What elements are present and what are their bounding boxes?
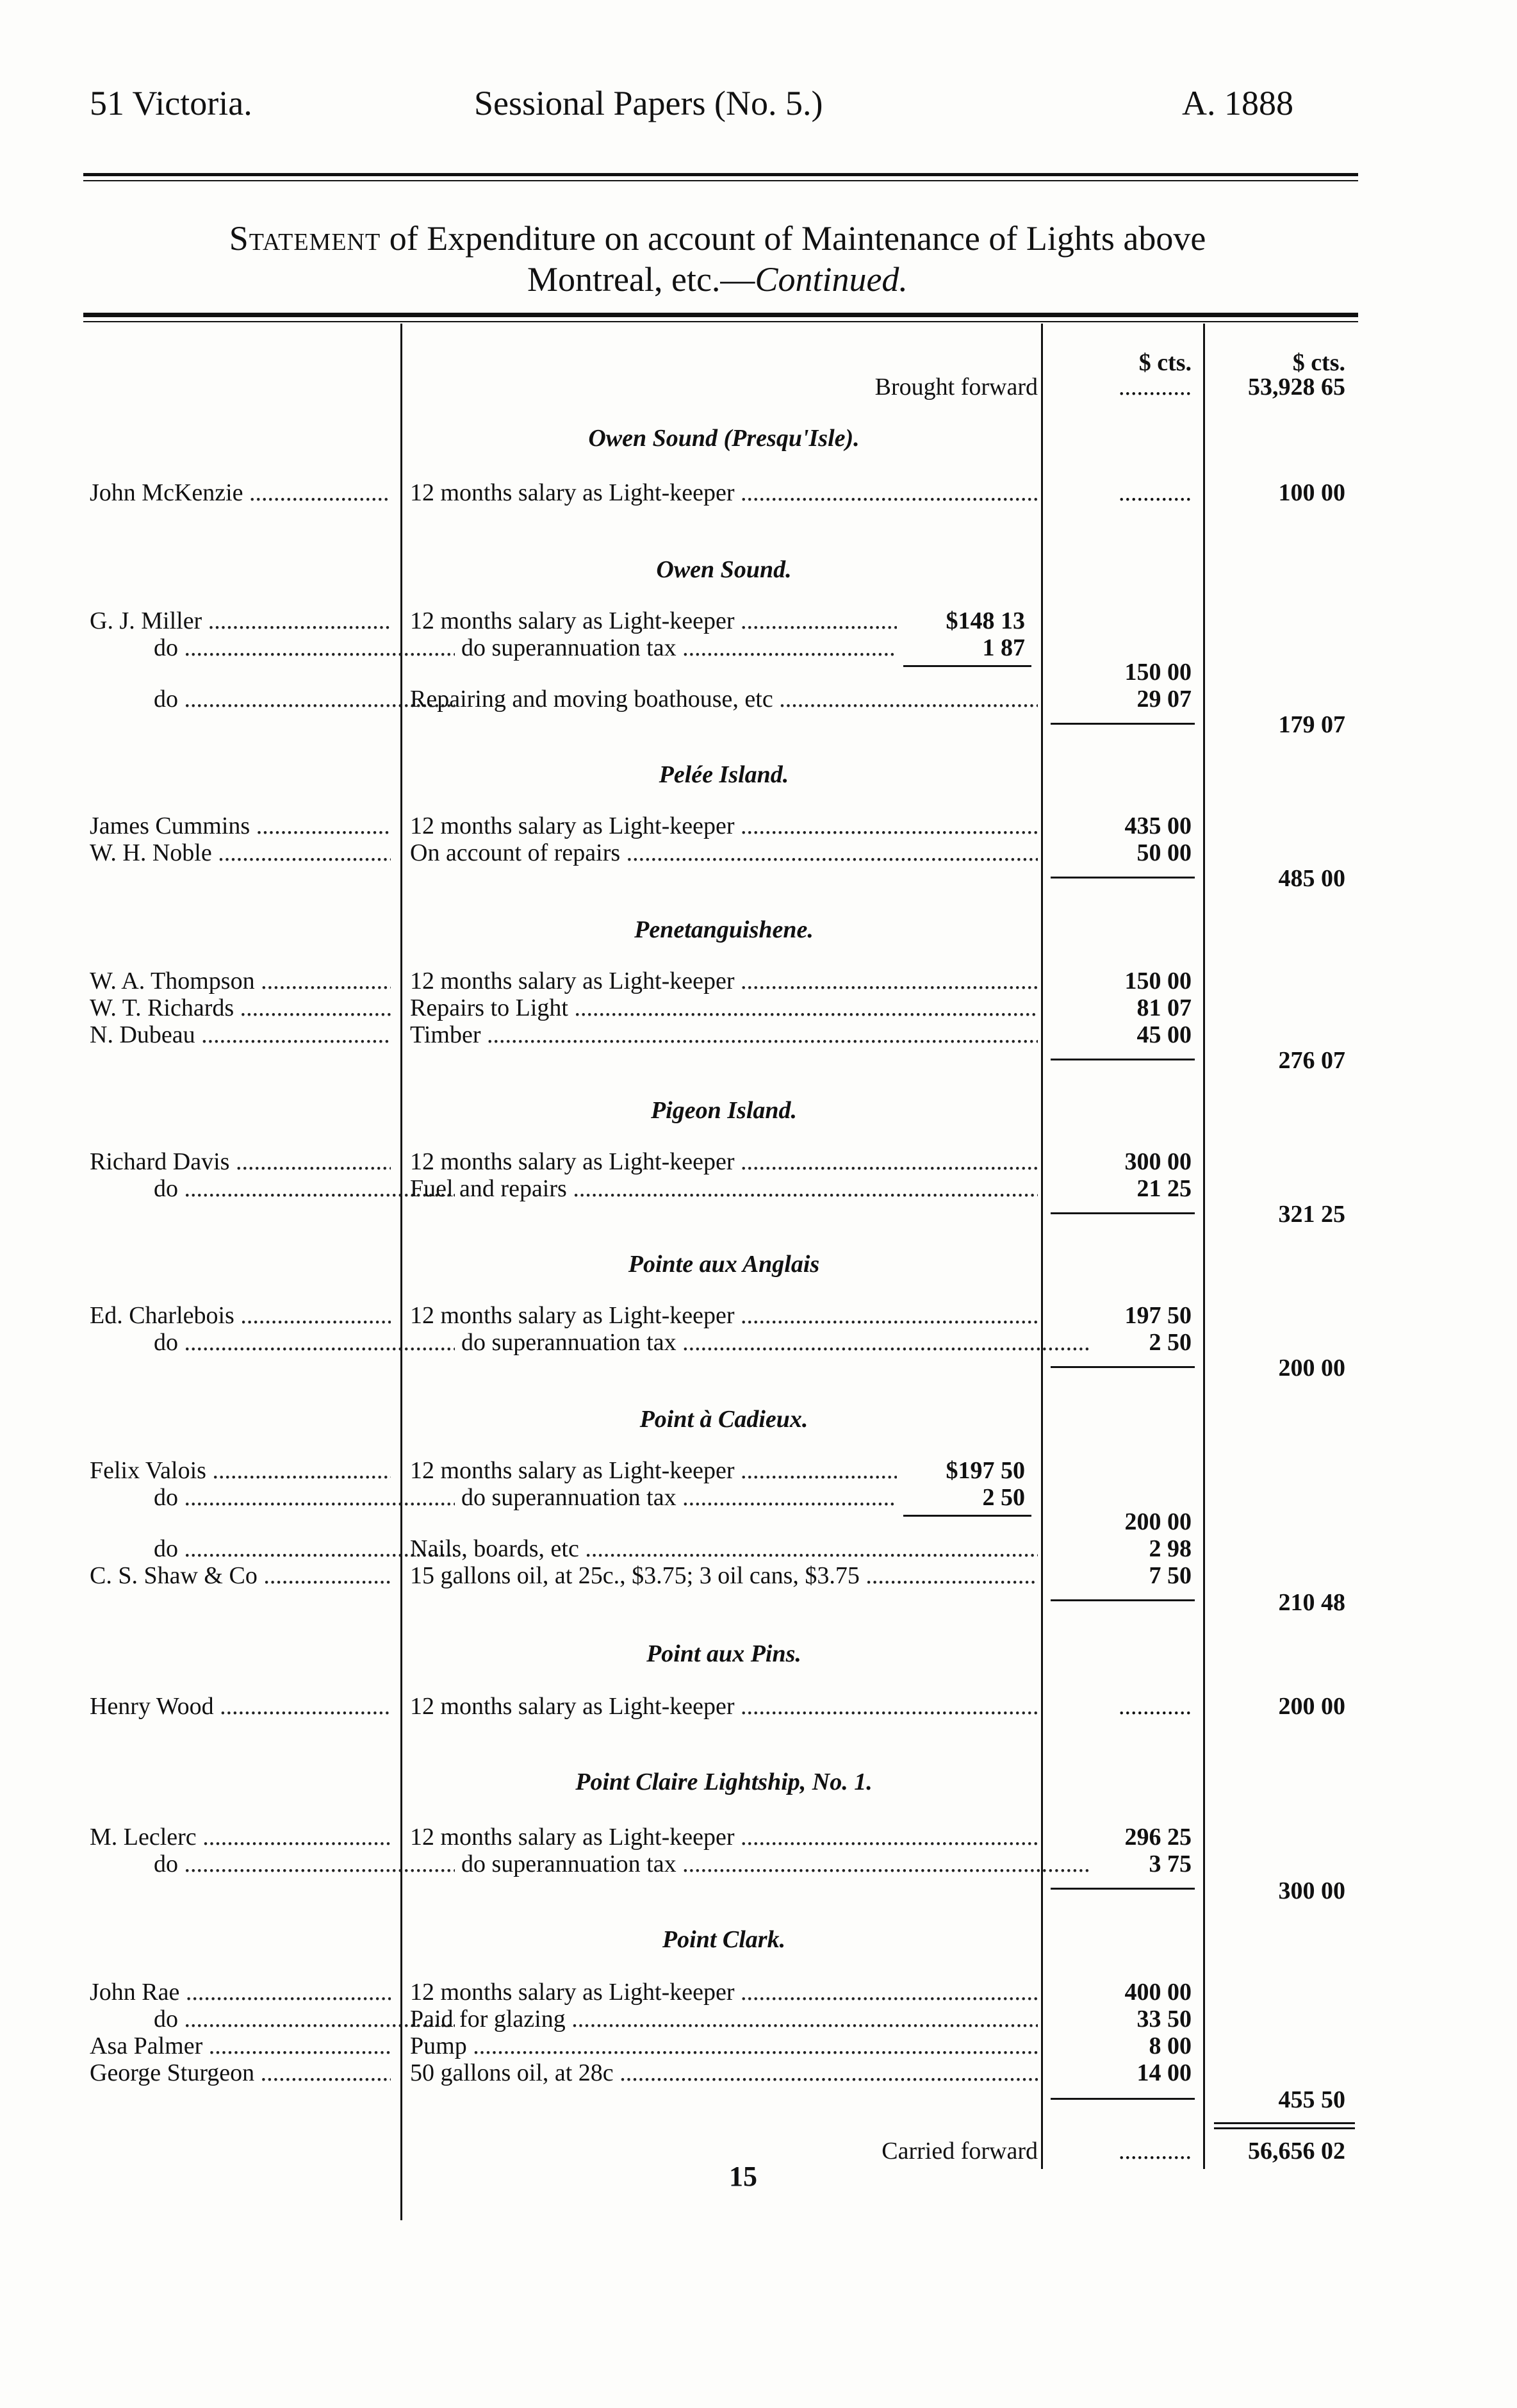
payee-name: M. Leclerc .....: [90, 1824, 391, 1851]
payee-name: do .....: [90, 1535, 455, 1562]
payee-name: Felix Valois .....: [90, 1457, 391, 1484]
header-left: 51 Victoria.: [90, 84, 252, 122]
section-title: Point aux Pins.: [646, 1640, 801, 1667]
item-amount: 300 00: [1124, 1148, 1192, 1175]
header-rule: [83, 173, 1358, 181]
item-description: Repairing and moving boathouse, etc .....: [410, 686, 1038, 713]
section-title: Owen Sound.: [656, 556, 792, 583]
payee-name: James Cummins .....: [90, 812, 391, 839]
section-title: Point Claire Lightship, No. 1.: [575, 1769, 873, 1795]
item-description: Paid for glazing .....: [410, 2006, 1038, 2033]
payee-name: do .....: [90, 634, 455, 661]
payee-name: John McKenzie .....: [90, 479, 391, 506]
sub-amount: 1 87: [982, 634, 1025, 661]
payee-name: Asa Palmer .....: [90, 2033, 391, 2059]
item-amount: ............: [1119, 1693, 1192, 1720]
section-title: Owen Sound (Presqu'Isle).: [588, 425, 860, 452]
column-line-amount: [1203, 324, 1205, 2169]
item-amount: 400 00: [1124, 1979, 1192, 2006]
payee-name: George Sturgeon .....: [90, 2059, 391, 2086]
item-description: do superannuation tax .....: [410, 1851, 1089, 1877]
subtotal-rule: [1051, 1212, 1195, 1214]
item-description: 12 months salary as Light-keeper .....: [410, 1979, 1038, 2006]
item-amount: 2 98: [1149, 1535, 1192, 1562]
item-amount: 81 07: [1136, 994, 1192, 1021]
running-header: [0, 83, 1517, 135]
subtotal-rule: [1051, 1599, 1195, 1601]
item-description: [410, 1457, 897, 1484]
section-total: 100 00: [1278, 479, 1345, 506]
payee-name: Ed. Charlebois .....: [90, 1302, 391, 1329]
payee-name: do .....: [90, 1851, 455, 1877]
item-amount: 296 25: [1124, 1824, 1192, 1851]
item-amount: 29 07: [1136, 686, 1192, 713]
payee-name: W. T. Richards .....: [90, 994, 391, 1021]
item-description: 12 months salary as Light-keeper .....: [410, 479, 1038, 506]
item-description-text: 12 months salary as Light-keeper .....: [410, 1457, 897, 1484]
brought-forward-label: Brought forward: [874, 374, 1038, 400]
item-description: Repairs to Light .....: [410, 994, 1038, 1021]
section-title: Pelée Island.: [659, 761, 789, 788]
item-description: 50 gallons oil, at 28c .....: [410, 2059, 1038, 2086]
payee-name: do .....: [90, 1484, 455, 1511]
subtotal-rule: [1051, 1366, 1195, 1368]
section-title: Pointe aux Anglais: [628, 1251, 820, 1278]
payee-name: John Rae .....: [90, 1979, 391, 2006]
item-amount: 8 00: [1149, 2033, 1192, 2059]
subtotal-rule: [1051, 1059, 1195, 1060]
payee-name: G. J. Miller .....: [90, 607, 391, 634]
item-description: [410, 607, 897, 634]
section-total: 485 00: [1278, 865, 1345, 892]
total-rule-2: [1214, 2127, 1355, 2129]
item-amount: 21 25: [1136, 1175, 1192, 1202]
brought-forward-total: 53,928 65: [1248, 374, 1345, 400]
section-total: 455 50: [1278, 2086, 1345, 2113]
section-total: 210 48: [1278, 1589, 1345, 1616]
statement-title: [77, 218, 1358, 300]
section-total: 300 00: [1278, 1877, 1345, 1904]
item-description-text: do superannuation tax .....: [410, 1484, 897, 1511]
item-amount: 150 00: [1124, 968, 1192, 994]
item-description: 12 months salary as Light-keeper .....: [410, 1148, 1038, 1175]
item-amount: 2 50: [1149, 1329, 1192, 1356]
item-amount: 14 00: [1136, 2059, 1192, 2086]
brought-forward-inner: ............: [1119, 374, 1192, 400]
payee-name: W. A. Thompson .....: [90, 968, 391, 994]
section-title: Pigeon Island.: [650, 1097, 798, 1124]
item-amount: 3 75: [1149, 1851, 1192, 1877]
sub-rule: [903, 1515, 1031, 1517]
carried-forward-label: Carried forward: [882, 2138, 1038, 2165]
item-description: Pump .....: [410, 2033, 1038, 2059]
payee-name: do .....: [90, 1329, 455, 1356]
subtotal-rule: [1051, 877, 1195, 878]
payee-name: Henry Wood .....: [90, 1693, 391, 1720]
total-rule: [1214, 2122, 1355, 2124]
column-line-desc: [1041, 324, 1043, 2169]
item-description: 12 months salary as Light-keeper .....: [410, 1693, 1038, 1720]
item-description: [410, 1484, 897, 1511]
title-line1: of Expenditure on account of Maintenance of Lights above: [381, 219, 1206, 258]
sub-amount: 2 50: [982, 1484, 1025, 1511]
payee-name: do .....: [90, 1175, 455, 1202]
item-description-text: 12 months salary as Light-keeper .....: [410, 607, 897, 634]
section-title: Point Clark.: [662, 1926, 786, 1953]
section-total: 321 25: [1278, 1201, 1345, 1228]
inner-column-head: $ cts.: [1138, 349, 1192, 376]
item-description: Fuel and repairs .....: [410, 1175, 1038, 1202]
carried-forward-inner: ............: [1119, 2138, 1192, 2165]
item-amount: 45 00: [1136, 1021, 1192, 1048]
item-amount: 7 50: [1149, 1562, 1192, 1589]
header-right: A. 1888: [1182, 84, 1293, 122]
sub-amount: $197 50: [946, 1457, 1025, 1484]
title-rule: [83, 313, 1358, 322]
title-line2b: Continued.: [755, 260, 908, 299]
payee-name: W. H. Noble .....: [90, 839, 391, 866]
item-description: do superannuation tax .....: [410, 1329, 1089, 1356]
item-description: [410, 634, 897, 661]
subtotal-rule: [1051, 723, 1195, 725]
item-description-text: do superannuation tax .....: [410, 634, 897, 661]
item-description: 12 months salary as Light-keeper .....: [410, 812, 1038, 839]
subtotal-rule: [1051, 1888, 1195, 1890]
item-amount: ............: [1119, 479, 1192, 506]
title-smallcaps: Statement: [229, 219, 381, 258]
outer-column-head: $ cts.: [1292, 349, 1345, 376]
payee-name: Richard Davis .....: [90, 1148, 391, 1175]
section-title: Penetanguishene.: [634, 916, 814, 943]
page-number: 15: [729, 2161, 757, 2192]
title-line2a: Montreal, etc.—: [527, 260, 755, 299]
item-description: Timber .....: [410, 1021, 1038, 1048]
item-amount: 33 50: [1136, 2006, 1192, 2033]
item-description: 12 months salary as Light-keeper .....: [410, 1302, 1038, 1329]
item-amount: 150 00: [1124, 659, 1192, 686]
payee-name: C. S. Shaw & Co .....: [90, 1562, 391, 1589]
section-title: Point à Cadieux.: [639, 1406, 808, 1433]
section-total: 200 00: [1278, 1693, 1345, 1720]
payee-name: N. Dubeau .....: [90, 1021, 391, 1048]
item-description: On account of repairs .....: [410, 839, 1038, 866]
section-total: 200 00: [1278, 1355, 1345, 1381]
sub-amount: $148 13: [946, 607, 1025, 634]
payee-name: do .....: [90, 2006, 455, 2033]
item-description: 12 months salary as Light-keeper .....: [410, 968, 1038, 994]
section-total: 179 07: [1278, 711, 1345, 738]
sub-rule: [903, 665, 1031, 667]
section-total: 276 07: [1278, 1047, 1345, 1074]
item-amount: 200 00: [1124, 1508, 1192, 1535]
item-amount: 50 00: [1136, 839, 1192, 866]
header-center: Sessional Papers (No. 5.): [474, 84, 823, 122]
item-amount: 197 50: [1124, 1302, 1192, 1329]
item-description: 15 gallons oil, at 25c., $3.75; 3 oil cans, $3.75 .....: [410, 1562, 1038, 1589]
item-amount: 435 00: [1124, 812, 1192, 839]
item-description: Nails, boards, etc .....: [410, 1535, 1038, 1562]
carried-forward-total: 56,656 02: [1248, 2138, 1345, 2165]
subtotal-rule: [1051, 2098, 1195, 2100]
column-line-name: [400, 324, 402, 2220]
item-description: 12 months salary as Light-keeper .....: [410, 1824, 1038, 1851]
payee-name: do .....: [90, 686, 455, 713]
